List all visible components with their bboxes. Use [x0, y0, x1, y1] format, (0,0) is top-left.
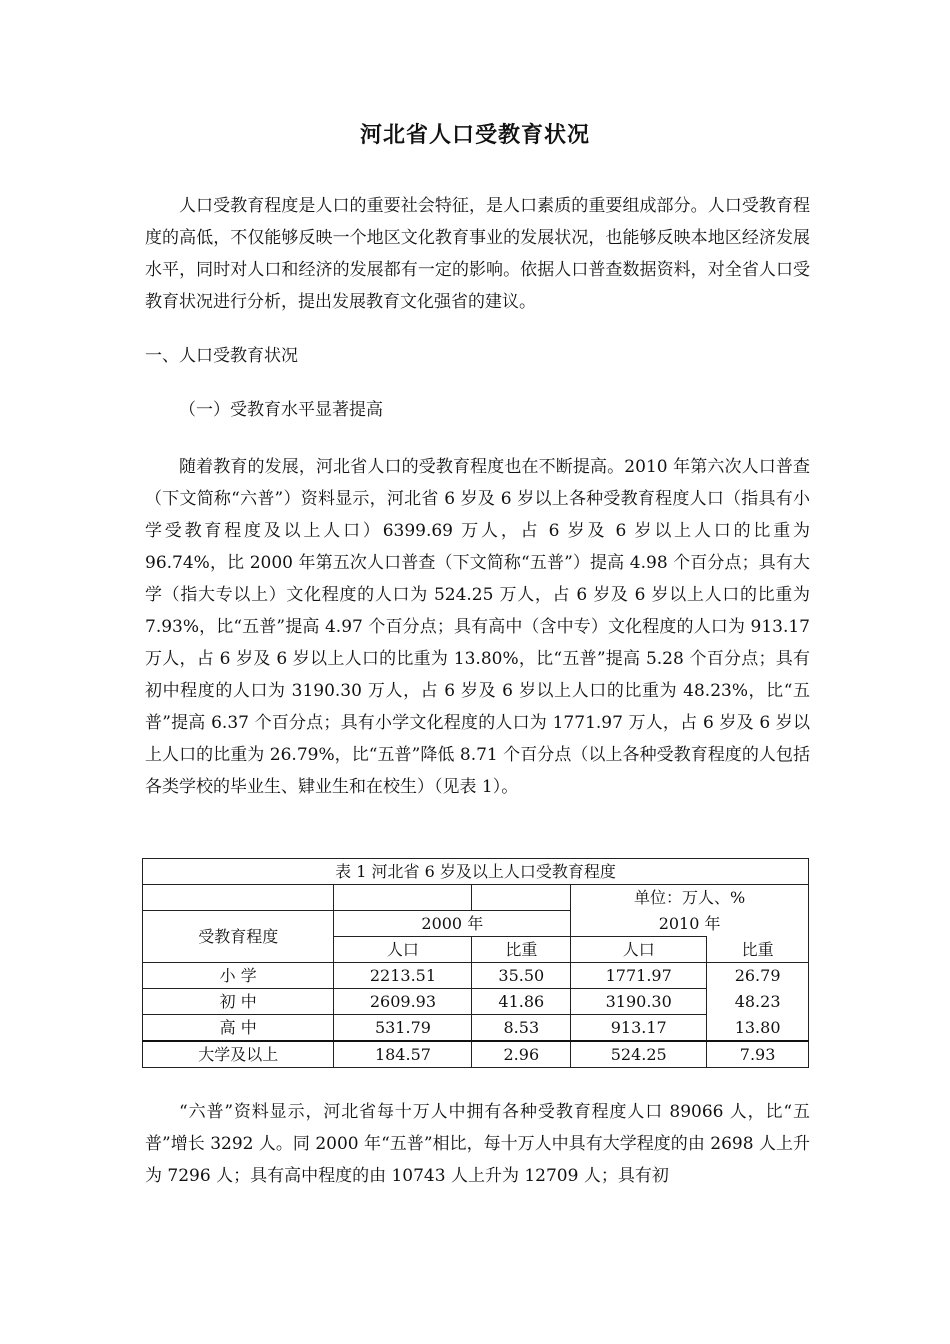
pop2000-cell: 184.57 [334, 1041, 472, 1068]
pop2010-cell: 3190.30 [571, 989, 707, 1015]
ratio-2000-header: 比重 [472, 937, 571, 963]
table-row [143, 963, 809, 989]
year-2000-header: 2000 年 [334, 911, 571, 937]
ratio2010-cell: 13.80 [707, 1015, 809, 1042]
population-2000-header: 人口 [334, 937, 472, 963]
table-row [143, 1041, 809, 1068]
year-2010-header: 2010 年 [571, 911, 809, 937]
table-row [143, 1015, 809, 1042]
pop2000-cell: 2609.93 [334, 989, 472, 1015]
ratio2010-cell: 7.93 [707, 1041, 809, 1068]
ratio2000-cell: 41.86 [472, 989, 571, 1015]
document-title: 河北省人口受教育状况 [359, 123, 590, 148]
subsection-heading: （一）受教育水平显著提高 [179, 400, 383, 420]
intro-paragraph: 人口受教育程度是人口的重要社会特征，是人口素质的重要组成部分。人口受教育程度的高低，不仅能够反映一个地区文化教育事业的发展状况，也能够反映本地区经济发展水平，同时对人口和经济的发展都有一定的影响。依据人口普查数据资料，对全省人口受教育状况进行分析，提出发展教育文化强省的建议。 [145, 196, 810, 312]
pop2000-cell: 2213.51 [334, 963, 472, 989]
level-cell: 高 中 [143, 1015, 334, 1042]
level-cell: 大学及以上 [143, 1041, 334, 1068]
table-row [143, 989, 809, 1015]
table-blank-cell [334, 885, 472, 911]
ratio2000-cell: 8.53 [472, 1015, 571, 1042]
table-blank-cell [472, 885, 571, 911]
ratio2000-cell: 35.50 [472, 963, 571, 989]
body-paragraph-1: 随着教育的发展，河北省人口的受教育程度也在不断提高。2010 年第六次人口普查（下文简称“六普”）资料显示，河北省 6 岁及 6 岁以上各种受教育程度人口（指具有小学受教育程度及以上人口）6399.69 万人，占 6 岁及 6 岁以上人口的比重为 96.74%，比 2000 年第五次人口普查（下文简称“五普”）提高 4.98 个百分点；具有大学（指大专以上）文化程度的人口为 524.25 万人，占 6 岁及 6 岁以上人口的比重为 7.93%，比“五普”提高 4.97 个百分点；具有高中（含中专）文化程度的人口为 913.17 万人，占 6 岁及 6 岁以上人口的比重为 13.80%，比“五普”提高 5.28 个百分点；具有初中程度的人口为 3190.30 万人，占 6 岁及 6 岁以上人口的比重为 48.23%，比“五普”提高 6.37 个百分点；具有小学文化程度的人口为 1771.97 万人，占 6 岁及 6 岁以上人口的比重为 26.79%，比“五普”降低 8.71 个百分点（以上各种受教育程度的人包括各类学校的毕业生、肄业生和在校生）（见表 1）。 [145, 457, 810, 797]
pop2010-cell: 524.25 [571, 1041, 707, 1068]
body-paragraph-2: “六普”资料显示，河北省每十万人中拥有各种受教育程度人口 89066 人，比“五普”增长 3292 人。同 2000 年“五普”相比，每十万人中具有大学程度的由 2698 人上升为 7296 人；具有高中程度的由 10743 人上升为 12709 人；具有初 [145, 1102, 810, 1186]
table-caption: 表 1 河北省 6 岁及以上人口受教育程度 [143, 859, 809, 885]
level-cell: 小 学 [143, 963, 334, 989]
ratio2010-cell: 26.79 [707, 963, 809, 989]
ratio-2010-header: 比重 [707, 937, 809, 963]
level-cell: 初 中 [143, 989, 334, 1015]
row-header-label: 受教育程度 [143, 911, 334, 963]
table-unit: 单位：万人、% [571, 885, 809, 911]
ratio2000-cell: 2.96 [472, 1041, 571, 1068]
table-blank-cell [143, 885, 334, 911]
pop2010-cell: 913.17 [571, 1015, 707, 1042]
pop2010-cell: 1771.97 [571, 963, 707, 989]
ratio2010-cell: 48.23 [707, 989, 809, 1015]
population-2010-header: 人口 [571, 937, 707, 963]
education-table [142, 858, 809, 1068]
section-heading: 一、人口受教育状况 [145, 346, 298, 366]
pop2000-cell: 531.79 [334, 1015, 472, 1042]
